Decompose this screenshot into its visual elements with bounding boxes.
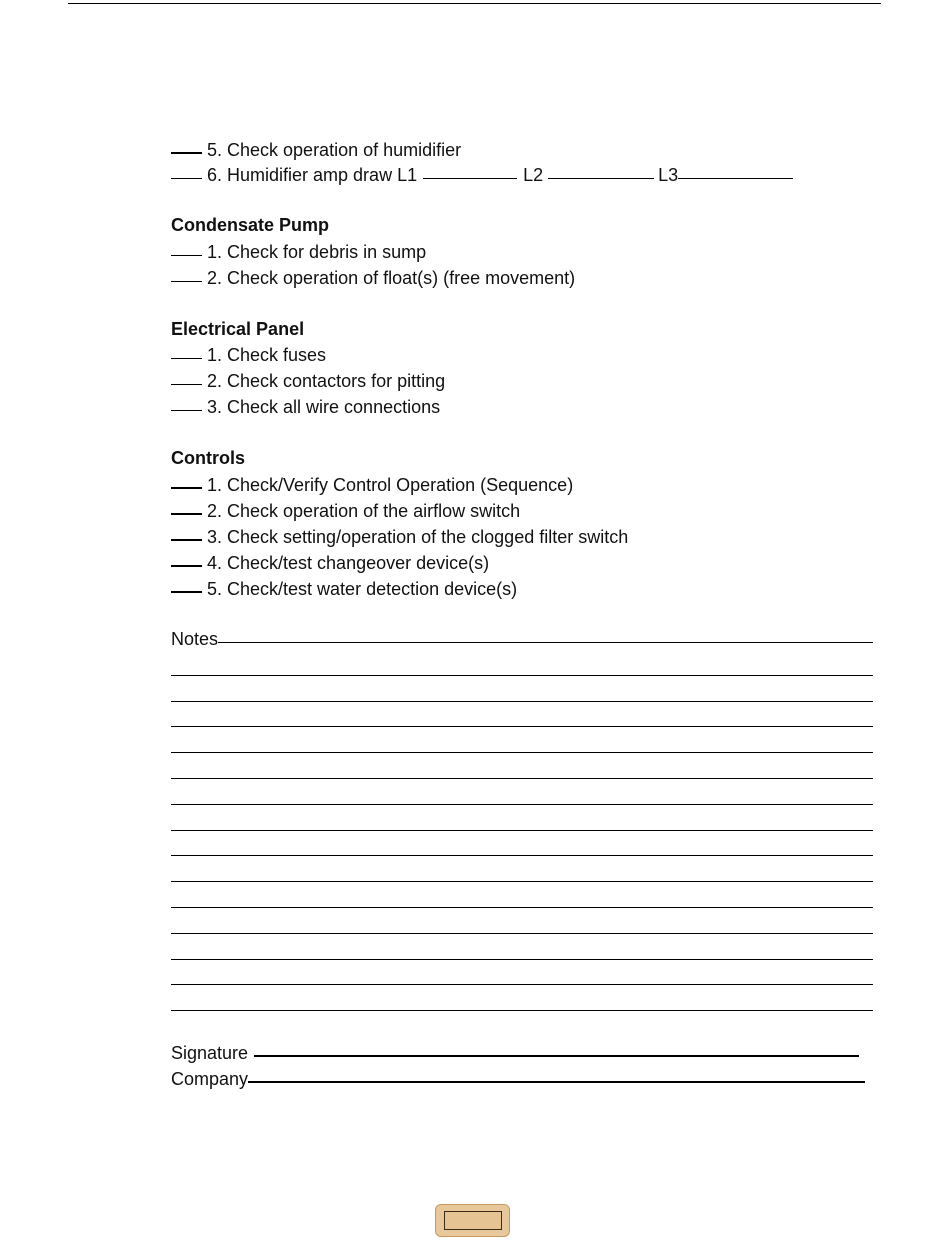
l3-amp-field[interactable] [678, 160, 793, 179]
check-blank[interactable] [171, 521, 202, 541]
page-number-badge [435, 1204, 510, 1237]
notes-line[interactable] [171, 807, 873, 833]
check-blank[interactable] [171, 340, 202, 359]
l3-label: L3 [658, 164, 679, 185]
checklist-item [171, 368, 873, 394]
checklist-item [171, 342, 873, 368]
section-heading: Controls [171, 447, 245, 468]
notes-line[interactable] [171, 781, 873, 807]
section-heading: Condensate Pump [171, 215, 330, 236]
l2-amp-field[interactable] [548, 160, 654, 179]
signature-field[interactable] [254, 1037, 859, 1057]
notes-line[interactable] [171, 936, 873, 962]
item-text: 2. Check operation of the airflow switch [207, 501, 521, 522]
check-blank[interactable] [171, 366, 202, 385]
section-heading: Electrical Panel [171, 318, 305, 339]
checklist-item [171, 265, 873, 291]
item-text: 5. Check/test water detection device(s) [207, 578, 518, 599]
checklist-item [171, 575, 873, 601]
company-field[interactable] [248, 1063, 865, 1083]
company-label: Company [171, 1068, 249, 1089]
signature-row [171, 1039, 873, 1065]
checklist-item [171, 136, 873, 162]
check-blank[interactable] [171, 237, 202, 256]
item-text: 3. Check setting/operation of the clogged filter switch [207, 526, 629, 547]
checklist-item [171, 394, 873, 420]
notes-line[interactable] [171, 833, 873, 859]
page-number-box [444, 1211, 502, 1230]
item-text: 2. Check contactors for pitting [207, 371, 446, 392]
check-blank[interactable] [171, 573, 202, 593]
l2-label: L2 [523, 164, 544, 185]
notes-line[interactable] [171, 704, 873, 730]
notes-first-line [171, 626, 873, 652]
check-blank[interactable] [171, 392, 202, 411]
checklist-item [171, 497, 873, 523]
item-text: 1. Check for debris in sump [207, 242, 427, 263]
check-blank[interactable] [171, 547, 202, 567]
signature-label: Signature [171, 1042, 249, 1063]
item-text: 3. Check all wire connections [207, 396, 441, 417]
item-text: 1. Check fuses [207, 345, 327, 366]
checklist-item [171, 162, 873, 188]
item-text: 5. Check operation of humidifier [207, 140, 462, 160]
notes-line[interactable] [171, 962, 873, 988]
item-text: 2. Check operation of float(s) (free movement) [207, 267, 576, 288]
notes-line[interactable] [171, 858, 873, 884]
item-text: 4. Check/test changeover device(s) [207, 552, 490, 573]
notes-line[interactable] [171, 678, 873, 704]
notes-line[interactable] [171, 987, 873, 1013]
notes-line[interactable] [171, 910, 873, 936]
check-blank[interactable] [171, 134, 202, 154]
checklist-item [171, 523, 873, 549]
check-blank[interactable] [171, 160, 202, 179]
notes-label: Notes [171, 629, 219, 650]
l1-amp-field[interactable] [423, 160, 517, 179]
item-text: 1. Check/Verify Control Operation (Sequence) [207, 475, 574, 496]
item-text: 6. Humidifier amp draw L1 [207, 164, 418, 185]
check-blank[interactable] [171, 469, 202, 489]
notes-line[interactable] [171, 652, 873, 678]
check-blank[interactable] [171, 495, 202, 515]
checklist-item [171, 471, 873, 497]
notes-line[interactable] [171, 884, 873, 910]
company-row [171, 1065, 873, 1091]
checklist-content [171, 136, 873, 1090]
check-blank[interactable] [171, 263, 202, 282]
checklist-item [171, 549, 873, 575]
notes-line[interactable] [171, 729, 873, 755]
notes-field[interactable] [218, 624, 873, 643]
notes-line[interactable] [171, 755, 873, 781]
header-rule [68, 3, 881, 4]
checklist-item [171, 239, 873, 265]
